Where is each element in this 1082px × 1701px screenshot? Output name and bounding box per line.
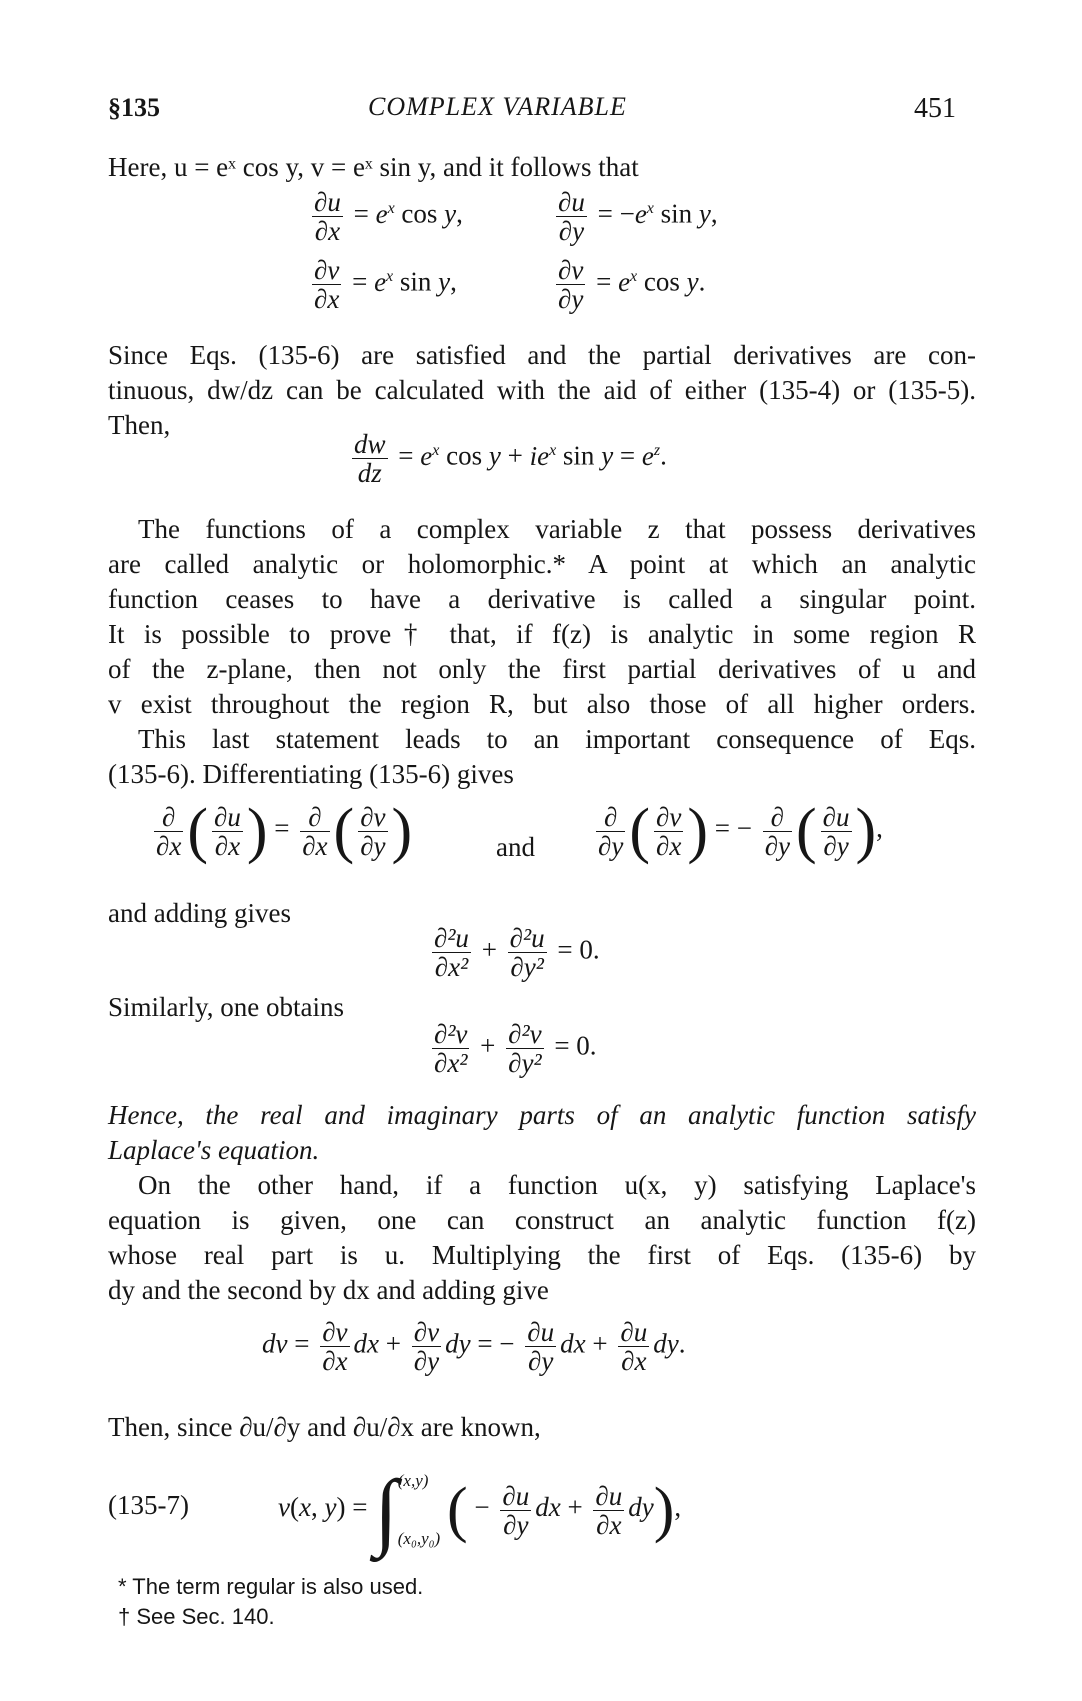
text-line: dy and the second by dx and adding give (108, 1275, 549, 1305)
fraction: $\frac{\partial u}{\partial y}$ (527, 1317, 555, 1376)
fraction: $\frac{\partial}{\partial x}$ (302, 801, 328, 861)
equation-label: (135-7) (108, 1490, 189, 1520)
section-number: §135 (108, 93, 160, 122)
equation-partials-row1b: $\frac{\partial u}{\partial y}$ = $-e^x$ sin y, (558, 187, 718, 246)
running-title: COMPLEX VARIABLE (368, 92, 627, 121)
integral-sign: ∫ (374, 1462, 398, 1558)
paragraph-conclusion (108, 1098, 976, 1168)
fraction: $\frac{\text{∂²u}}{\text{∂x²}}$ (434, 923, 469, 982)
fraction: $\frac{\partial v}{\partial y}$ (413, 1317, 440, 1376)
fraction: $\frac{\partial u}{\partial y}$ (822, 801, 850, 861)
text-line: equation is given, one can construct an analytic function f(z) (108, 1205, 976, 1235)
equation-dwdz: $\frac{dw}{dz}$ = $e^x$ $\cos y + ie^x$ $\sin y = e^z$. (354, 429, 667, 488)
fraction: $\frac{\partial u}{\partial y}$ (502, 1480, 530, 1540)
fraction: $\frac{\text{∂²u}}{\text{∂y²}}$ (509, 923, 545, 982)
equation-mixed-partials-right: $\frac{\partial}{\partial y}$ ( $\frac{\partial v}{\partial x}$ ) = − $\frac{\partial}{\partial y}$ ( $\frac{\partial u}{\partial y}$ ), (598, 797, 883, 865)
text-line: Then, (108, 410, 171, 440)
fraction: $\frac{\text{∂²v}}{\text{∂y²}}$ (508, 1019, 542, 1078)
text-line: Laplace's equation. (108, 1135, 320, 1165)
fraction: $\frac{\partial v}{\partial y}$ (558, 255, 584, 314)
paragraph-analytic (108, 512, 976, 722)
adding-gives-text: and adding gives (108, 898, 291, 928)
paragraph-construct (108, 1168, 976, 1308)
fraction: $\frac{\partial u}{\partial x}$ (595, 1480, 623, 1540)
fraction: $\frac{\partial u}{\partial y}$ (558, 187, 585, 246)
text-line: It is possible to prove† that, if f(z) is analytic in some region R (108, 619, 976, 649)
text-line: The functions of a complex variable z that possess derivatives (138, 514, 976, 544)
intro-text: Here, u = eˣ cos y, v = eˣ sin y, and it follows that (108, 152, 639, 182)
fraction: $\frac{dw}{dz}$ (354, 429, 386, 488)
paragraph-intro (108, 150, 976, 185)
text-line: are called analytic or holomorphic.* A point at which an analytic (108, 549, 976, 579)
text-line: whose real part is u. Multiplying the first of Eqs. (135-6) by (108, 1240, 976, 1270)
text-line: v exist throughout the region R, but also those of all higher orders. (108, 689, 976, 719)
equation-dv: dv = $\frac{\partial v}{\partial x}$ dx + $\frac{\partial v}{\partial y}$ dy = − $\frac{\partial u}{\partial y}$ dx + $\frac{\partial u}{\partial x}$ dy. (262, 1317, 686, 1376)
text-line: Then, since ∂u/∂y and ∂u/∂x are known, (108, 1412, 541, 1442)
fraction: $\frac{\text{∂²v}}{\text{∂x²}}$ (434, 1019, 468, 1078)
text-line: of the z-plane, then not only the first partial derivatives of u and (108, 654, 976, 684)
text-line: Since Eqs. (135-6) are satisfied and the partial derivatives are con- (108, 340, 976, 370)
equation-partials-row2b: $\frac{\partial v}{\partial y}$ = $e^x$ cos y. (558, 255, 706, 314)
similarly-text: Similarly, one obtains (108, 992, 344, 1022)
equation-laplace-u: $\frac{\text{∂²u}}{\text{∂x²}}$ + $\frac{\text{∂²u}}{\text{∂y²}}$ = 0. (434, 923, 600, 982)
fraction: $\frac{\partial u}{\partial x}$ (314, 187, 341, 246)
text-line: This last statement leads to an important consequence of Eqs. (138, 724, 976, 754)
paragraph-consequence (108, 722, 976, 792)
fraction: $\frac{\partial}{\partial y}$ (598, 801, 624, 861)
integral-limits: (x,y) (x₀,y₀) (397, 1471, 441, 1548)
text-line: tinuous, dw/dz can be calculated with the aid of either (135-4) or (135-5). (108, 375, 976, 405)
equation-laplace-v: $\frac{\text{∂²v}}{\text{∂x²}}$ + $\frac{\text{∂²v}}{\text{∂y²}}$ = 0. (434, 1019, 597, 1078)
fraction: $\frac{\partial v}{\partial x}$ (322, 1317, 348, 1376)
fraction: $\frac{\partial u}{\partial x}$ (620, 1317, 648, 1376)
fraction: $\frac{\partial v}{\partial y}$ (360, 801, 386, 861)
footnote-regular: * The term regular is also used. (118, 1574, 424, 1599)
equation-partials-row2: $\frac{\partial v}{\partial x}$ = $e^x$ sin y, (314, 255, 457, 314)
equation-135-7: v(x, y) = ∫ (x,y) (x₀,y₀) ( − $\frac{\partial u}{\partial y}$ dx + $\frac{\partial u}{\partial x}$ dy), (278, 1452, 681, 1568)
equation-mixed-partials-left: $\frac{\partial}{\partial x}$ ( $\frac{\partial u}{\partial x}$ ) = $\frac{\partial}{\partial x}$ ( $\frac{\partial v}{\partial y}$ ) (156, 797, 413, 865)
text-line: Hence, the real and imaginary parts of an analytic function satisfy (108, 1100, 976, 1130)
text-line: On the other hand, if a function u(x, y) satisfying Laplace's (138, 1170, 976, 1200)
fraction: $\frac{\partial v}{\partial x}$ (655, 801, 682, 861)
footnote-see-sec: † See Sec. 140. (118, 1604, 275, 1629)
fraction: $\frac{\partial}{\partial y}$ (764, 801, 791, 861)
fraction: $\frac{\partial}{\partial x}$ (156, 801, 182, 861)
text-line: (135-6). Differentiating (135-6) gives (108, 759, 514, 789)
page-number: 451 (914, 93, 956, 124)
paragraph-since (108, 338, 976, 443)
paragraph-then (108, 1410, 976, 1445)
and-word: and (496, 832, 535, 862)
fraction: $\frac{\partial u}{\partial x}$ (213, 801, 241, 861)
text-line: function ceases to have a derivative is called a singular point. (108, 584, 976, 614)
equation-partials-row1: $\frac{\partial u}{\partial x}$ = $e^x$ cos y, (314, 187, 463, 246)
fraction: $\frac{\partial v}{\partial x}$ (314, 255, 340, 314)
